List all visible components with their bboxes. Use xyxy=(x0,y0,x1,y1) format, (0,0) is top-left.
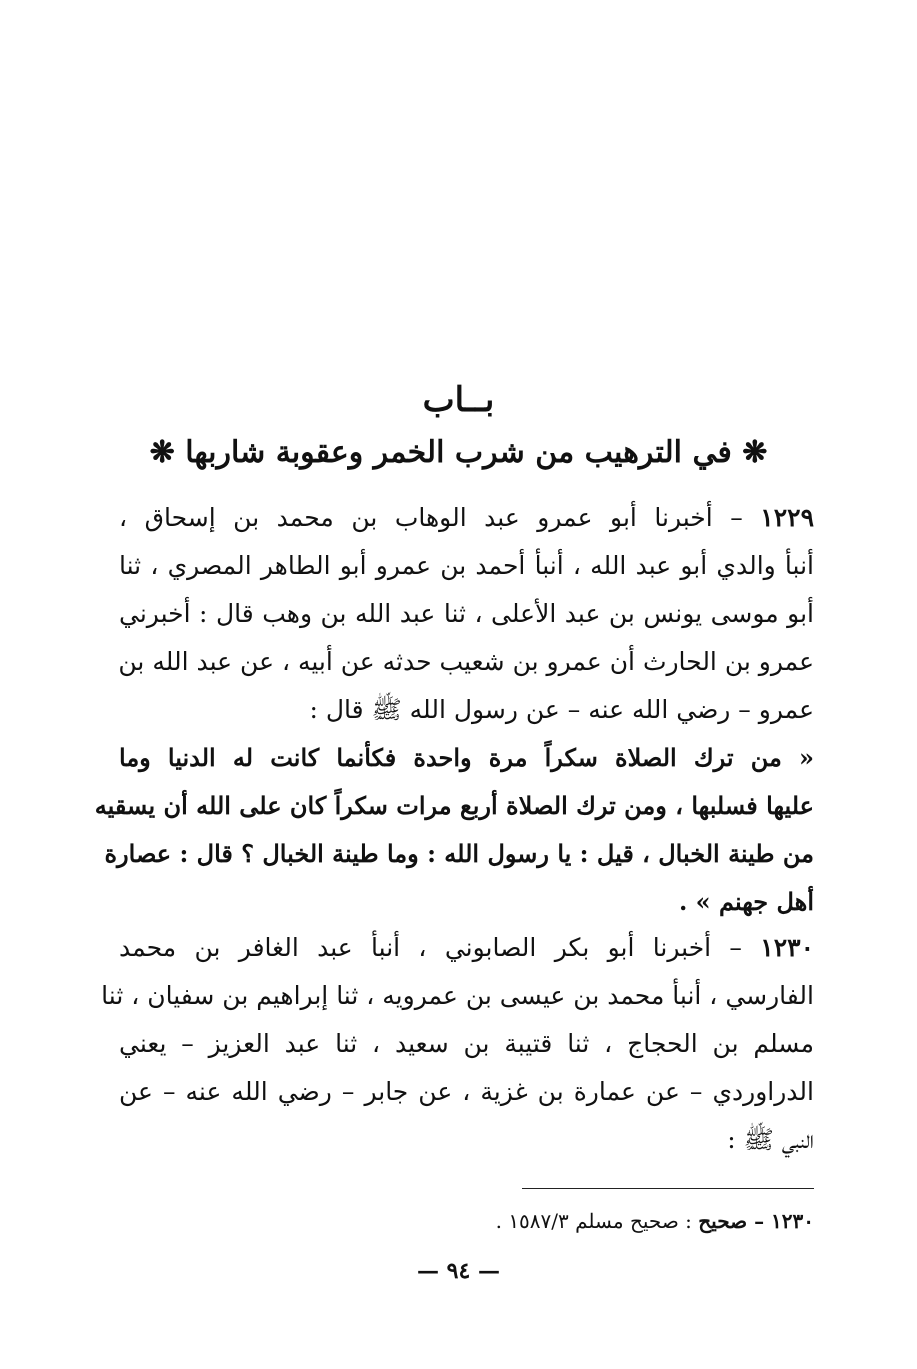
footnote xyxy=(119,1205,814,1237)
text-line: مسلم بن الحجاج ، ثنا قتيبة بن سعيد ، ثنا عبد العزيز – يعني xyxy=(119,1029,814,1058)
footnote-number: ١٢٣٠ xyxy=(771,1209,814,1233)
text-line: ١٢٣٠ – أخبرنا أبو بكر الصابوني ، أنبأ عبد الغافر بن محمد xyxy=(119,933,814,962)
hadith-1229-isnad xyxy=(119,494,814,734)
hadith-number: ١٢٢٩ xyxy=(760,503,814,532)
text-line: من طينة الخبال ، قيل : يا رسول الله : وما طينة الخبال ؟ قال : عصارة xyxy=(104,839,814,868)
text-line: عليها فسلبها ، ومن ترك الصلاة أربع مرات سكراً كان على الله أن يسقيه xyxy=(94,791,814,820)
footnote-divider xyxy=(522,1188,814,1189)
hadith-1230-isnad xyxy=(101,924,814,1164)
footnote-text: : صحيح مسلم ١٥٨٧/٣ . xyxy=(495,1209,699,1233)
hadith-number: ١٢٣٠ xyxy=(760,933,814,962)
text-line: الفارسي ، أنبأ محمد بن عيسى بن عمرويه ، ثنا إبراهيم بن سفيان ، ثنا xyxy=(101,981,814,1010)
text-line: النبي ﷺ : xyxy=(727,1125,814,1154)
text-line: أبو موسى يونس بن عبد الأعلى ، ثنا عبد الله بن وهب قال : أخبرني xyxy=(119,599,814,628)
footnote-label: – صحيح xyxy=(698,1209,772,1233)
page-number: — ٩٤ — xyxy=(417,1258,500,1284)
text-line: « من ترك الصلاة سكراً مرة واحدة فكأنما كانت له الدنيا وما xyxy=(119,743,814,772)
text-line: الدراوردي – عن عمارة بن غزية ، عن جابر – رضي الله عنه – عن xyxy=(119,1077,814,1106)
chapter-title: ❋ في الترهيب من شرب الخمر وعقوبة شاربها ❋ xyxy=(149,435,768,470)
text-line: أنبأ والدي أبو عبد الله ، أنبأ أحمد بن عمرو أبو الطاهر المصري ، ثنا xyxy=(119,551,814,580)
text-line: أهل جهنم » . xyxy=(678,887,814,916)
hadith-1229-matn xyxy=(94,734,814,926)
text-line: ١٢٢٩ – أخبرنا أبو عمرو عبد الوهاب بن محمد بن إسحاق ، xyxy=(119,503,814,532)
text-line: عمرو – رضي الله عنه – عن رسول الله ﷺ قال : xyxy=(309,695,814,724)
text-line: عمرو بن الحارث أن عمرو بن شعيب حدثه عن أبيه ، عن عبد الله بن xyxy=(118,647,814,676)
chapter-heading: بــاب xyxy=(422,380,495,420)
